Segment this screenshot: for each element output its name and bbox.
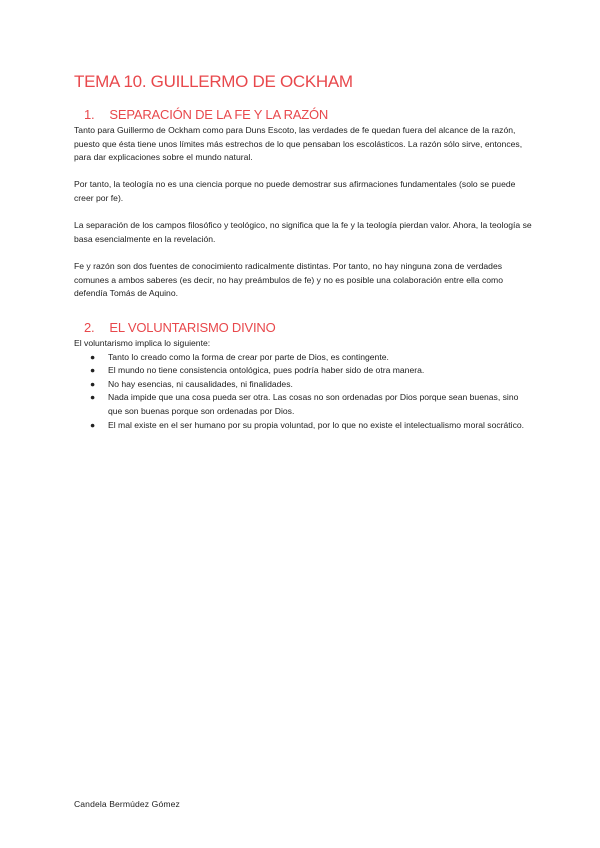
bullet-icon: ● xyxy=(90,419,96,430)
list-item xyxy=(74,419,534,433)
paragraph: La separación de los campos filosófico y teológico, no significa que la fe y la teología pierdan valor. Ahora, la teología se basa esencialmente en la revelación. xyxy=(74,220,532,244)
section-number-1: 1. xyxy=(84,107,95,122)
paragraph: Fe y razón son dos fuentes de conocimiento radicalmente distintas. Por tanto, no hay ninguna zona de verdades comunes a ambos saberes (es decir, no hay preámbulos de fe) y no es posible una colaboración entre ella como defendía Tomás de Aquino. xyxy=(74,260,503,299)
section-title-1: SEPARACIÓN DE LA FE Y LA RAZÓN xyxy=(109,107,329,122)
list-item-text: Nada impide que una cosa pueda ser otra. Las cosas no son ordenadas por Dios porque sean buenas, sino que son buenas porque son ordenadas por Dios. xyxy=(108,392,519,416)
page-title: TEMA 10. GUILLERMO DE OCKHAM xyxy=(74,72,353,91)
section-number-2: 2. xyxy=(84,320,95,335)
section-body-2 xyxy=(74,337,534,432)
section-heading-1 xyxy=(74,107,328,122)
list-item xyxy=(74,391,534,418)
bullet-list xyxy=(74,351,534,433)
paragraph: Por tanto, la teología no es una ciencia porque no puede demostrar sus afirmaciones fundamentales (solo se puede creer por fe). xyxy=(74,179,516,203)
list-item xyxy=(74,378,534,392)
section-title-2: EL VOLUNTARISMO DIVINO xyxy=(109,320,276,335)
list-item xyxy=(74,364,534,378)
paragraph: Tanto para Guillermo de Ockham como para Duns Escoto, las verdades de fe quedan fuera del alcance de la razón, puesto que ésta tiene unos límites más estrechos de lo que pensaban los escolásticos. La razón sólo sirve, entonces, para dar explicaciones sobre el mundo natural. xyxy=(74,125,523,163)
list-item xyxy=(74,351,534,365)
list-item-text: Tanto lo creado como la forma de crear por parte de Dios, es contingente. xyxy=(108,351,389,362)
list-intro: El voluntarismo implica lo siguiente: xyxy=(74,338,211,348)
list-item-text: No hay esencias, ni causalidades, ni finalidades. xyxy=(108,378,293,389)
section-body-1 xyxy=(74,124,534,301)
page-footer-author: Candela Bermúdez Gómez xyxy=(74,799,180,809)
list-item-text: El mal existe en el ser humano por su propia voluntad, por lo que no existe el intelectualismo moral socrático. xyxy=(108,419,525,430)
bullet-icon: ● xyxy=(90,392,96,403)
bullet-icon: ● xyxy=(90,351,96,362)
list-item-text: El mundo no tiene consistencia ontológica, pues podría haber sido de otra manera. xyxy=(108,365,425,376)
bullet-icon: ● xyxy=(90,365,96,376)
section-heading-2 xyxy=(74,320,276,335)
bullet-icon: ● xyxy=(90,378,96,389)
